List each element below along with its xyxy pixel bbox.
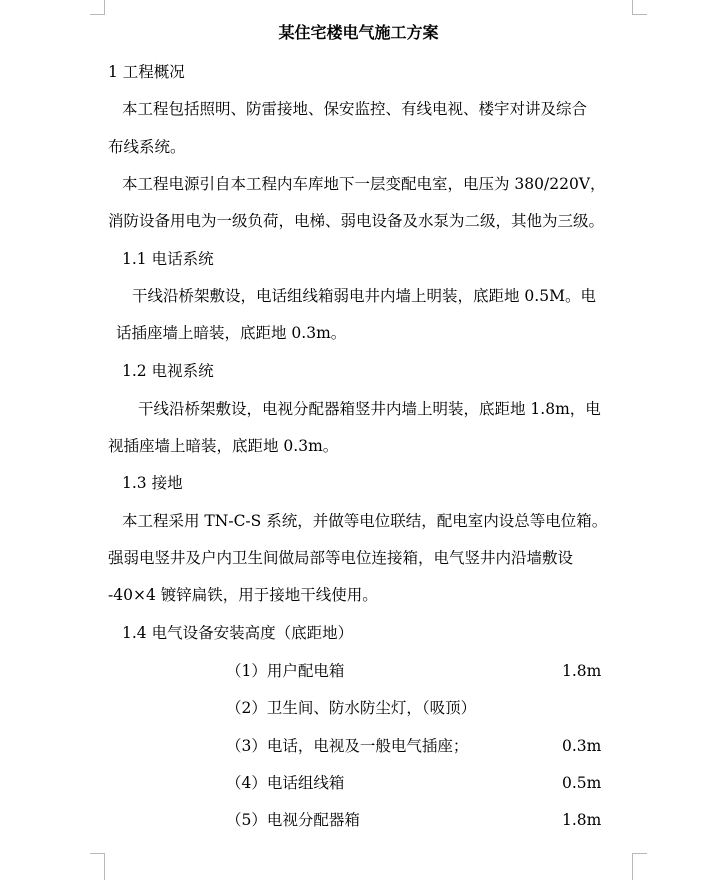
crop-mark-bottom-right bbox=[632, 853, 647, 880]
spec-item-value: 1.8m bbox=[562, 811, 602, 829]
spec-item-label: （5）电视分配器箱 bbox=[226, 811, 360, 829]
section-heading-telephone: 1.1 电话系统 bbox=[122, 250, 214, 268]
paragraph-line: 本工程电源引自本工程内车库地下一层变配电室，电压为 380/220V， bbox=[122, 175, 606, 193]
paragraph-line: 本工程采用 TN-C-S 系统，并做等电位联结，配电室内设总等电位箱。 bbox=[122, 512, 608, 530]
paragraph-line: 消防设备用电为一级负荷，电梯、弱电设备及水泵为二级，其他为三级。 bbox=[108, 212, 605, 230]
paragraph-line: 话插座墙上暗装，底距地 0.3m。 bbox=[116, 324, 347, 342]
spec-item-label: （1）用户配电箱 bbox=[226, 662, 345, 680]
spec-item-label: （4）电话组线箱 bbox=[226, 774, 345, 792]
spec-item-label: （3）电话，电视及一般电气插座； bbox=[226, 737, 469, 755]
paragraph-line: 视插座墙上暗装，底距地 0.3m。 bbox=[108, 437, 339, 455]
paragraph-line: 布线系统。 bbox=[108, 138, 186, 156]
paragraph-line: 干线沿桥架敷设，电话组线箱弱电井内墙上明装，底距地 0.5M。电 bbox=[132, 287, 596, 305]
paragraph-line: -40×4 镀锌扁铁，用于接地干线使用。 bbox=[108, 586, 378, 604]
spec-item-value: 1.8m bbox=[562, 662, 602, 680]
paragraph-line: 干线沿桥架敷设，电视分配器箱竖井内墙上明装，底距地 1.8m，电 bbox=[138, 400, 601, 418]
crop-mark-bottom-left bbox=[90, 853, 105, 880]
section-heading-television: 1.2 电视系统 bbox=[122, 362, 214, 380]
spec-item-value: 0.5m bbox=[562, 774, 602, 792]
paragraph-line: 本工程包括照明、防雷接地、保安监控、有线电视、楼宇对讲及综合 bbox=[122, 100, 588, 118]
crop-mark-top-right bbox=[632, 0, 647, 15]
spec-item-label: （2）卫生间、防水防尘灯，（吸顶） bbox=[226, 699, 477, 717]
paragraph-line: 强弱电竖井及户内卫生间做局部等电位连接箱，电气竖井内沿墙敷设 bbox=[108, 549, 574, 567]
section-heading-grounding: 1.3 接地 bbox=[122, 474, 183, 492]
section-heading-installation-height: 1.4 电气设备安装高度（底距地） bbox=[122, 624, 354, 642]
document-title: 某住宅楼电气施工方案 bbox=[278, 23, 439, 42]
section-heading-overview: 1 工程概况 bbox=[108, 63, 185, 81]
spec-item-value: 0.3m bbox=[562, 737, 602, 755]
crop-mark-top-left bbox=[90, 0, 105, 15]
